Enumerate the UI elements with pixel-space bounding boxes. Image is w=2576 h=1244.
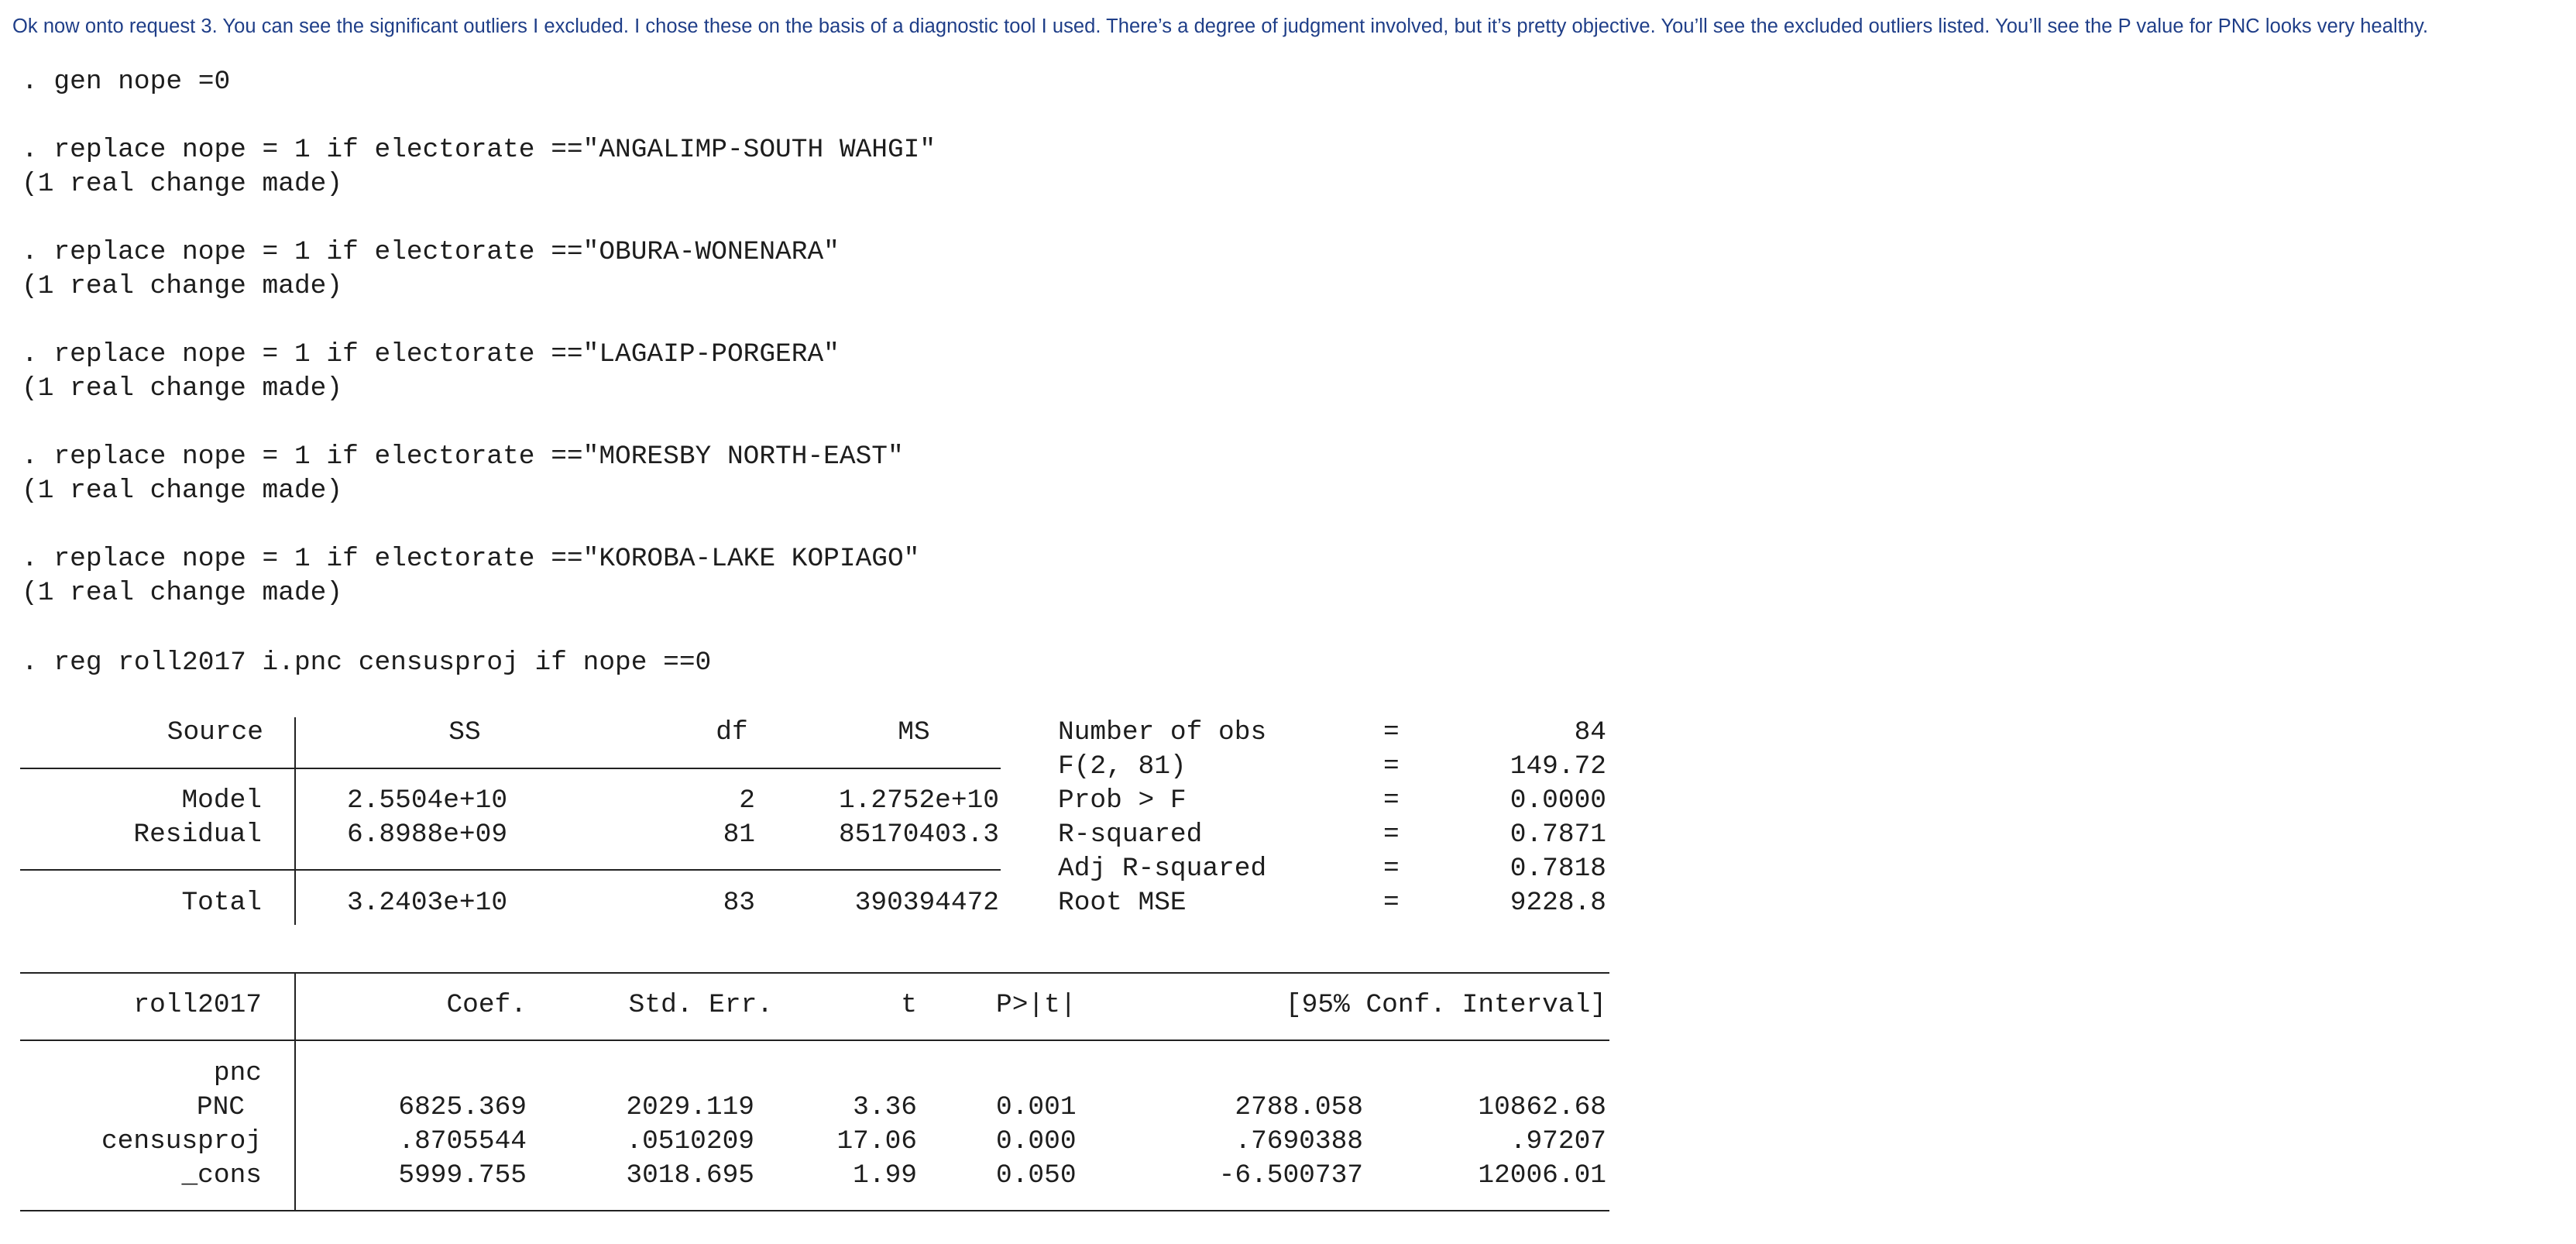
command-output: (1 real change made): [22, 476, 343, 506]
anova-row-ms: 85170403.3: [838, 820, 999, 850]
coef-header-se: Std. Err.: [628, 990, 773, 1020]
anova-row-ss: 3.2403e+10: [347, 888, 508, 918]
coef-separator: [294, 973, 296, 1211]
stat-label: Number of obs: [1058, 717, 1267, 747]
coef-row-t: 3.36: [853, 1092, 917, 1122]
stat-equals: =: [1383, 820, 1400, 850]
stat-equals: =: [1383, 785, 1400, 816]
command-replace: . replace nope = 1 if electorate =="ANGALIMP-SOUTH WAHGI": [22, 135, 936, 165]
anova-row-source: Total: [181, 888, 262, 918]
anova-header-ss: SS: [448, 717, 481, 747]
coef-row-t: 17.06: [836, 1126, 917, 1156]
command-regress: . reg roll2017 i.pnc censusproj if nope ==0: [22, 648, 712, 678]
stat-value: 9228.8: [1510, 888, 1606, 918]
command-replace: . replace nope = 1 if electorate =="KOROBA-LAKE KOPIAGO": [22, 544, 920, 574]
coef-row-ci-upper: 12006.01: [1478, 1160, 1606, 1191]
coef-header-ci: [95% Conf. Interval]: [1285, 990, 1606, 1020]
coef-header-coef: Coef.: [446, 990, 527, 1020]
command-gen: . gen nope =0: [22, 67, 231, 97]
stat-value: 0.7818: [1510, 854, 1606, 884]
coef-row-ci-upper: .97207: [1510, 1126, 1606, 1156]
coef-row-se: 2029.119: [626, 1092, 754, 1122]
coef-row-ci-upper: 10862.68: [1478, 1092, 1606, 1122]
anova-row-df: 83: [723, 888, 755, 918]
message-caption: Ok now onto request 3. You can see the significant outliers I excluded. I chose these on the basis of a diagnostic tool I used. There’s a degree of judgment involved, but it’s pretty objective. You’ll see the excluded outliers listed. You’ll see the P value for PNC looks very healthy.: [12, 15, 2429, 37]
coef-header-t: t: [901, 990, 917, 1020]
anova-row-ss: 2.5504e+10: [347, 785, 508, 816]
anova-row-source: Residual: [133, 820, 262, 850]
coef-row-ci-lower: .7690388: [1235, 1126, 1363, 1156]
stat-label: Prob > F: [1058, 785, 1187, 816]
coef-group-label: pnc: [213, 1058, 262, 1088]
anova-separator: [294, 717, 296, 925]
anova-rule: [20, 768, 1001, 769]
coef-header-var: roll2017: [133, 990, 262, 1020]
coef-row-coef: 5999.755: [398, 1160, 527, 1191]
stat-label: F(2, 81): [1058, 751, 1187, 782]
anova-row-df: 2: [739, 785, 755, 816]
coef-row-ci-lower: -6.500737: [1218, 1160, 1363, 1191]
anova-row-ms: 1.2752e+10: [838, 785, 999, 816]
command-output: (1 real change made): [22, 578, 343, 608]
coef-row-coef: .8705544: [398, 1126, 527, 1156]
anova-header-ms: MS: [898, 717, 930, 747]
anova-row-ms: 390394472: [854, 888, 999, 918]
coef-row-se: .0510209: [626, 1126, 754, 1156]
anova-header-df: df: [716, 717, 748, 747]
command-output: (1 real change made): [22, 373, 343, 404]
stat-equals: =: [1383, 717, 1400, 747]
anova-header-source: Source: [167, 717, 263, 747]
stat-label: Adj R-squared: [1058, 854, 1267, 884]
command-replace: . replace nope = 1 if electorate =="OBURA-WONENARA": [22, 237, 840, 267]
coef-row-var: PNC: [196, 1092, 245, 1122]
stat-label: R-squared: [1058, 820, 1203, 850]
coef-row-se: 3018.695: [626, 1160, 754, 1191]
stat-label: Root MSE: [1058, 888, 1187, 918]
stat-value: 84: [1574, 717, 1606, 747]
stat-value: 149.72: [1510, 751, 1606, 782]
stat-value: 0.0000: [1510, 785, 1606, 816]
anova-rule: [20, 869, 1001, 871]
coef-row-p: 0.001: [996, 1092, 1077, 1122]
coef-row-var: censusproj: [101, 1126, 262, 1156]
coef-row-p: 0.000: [996, 1126, 1077, 1156]
coef-rule: [20, 1210, 1609, 1211]
command-output: (1 real change made): [22, 271, 343, 301]
coef-row-ci-lower: 2788.058: [1235, 1092, 1363, 1122]
coef-rule: [20, 972, 1609, 974]
command-output: (1 real change made): [22, 169, 343, 199]
command-replace: . replace nope = 1 if electorate =="LAGAIP-PORGERA": [22, 339, 840, 369]
coef-row-var: _cons: [181, 1160, 262, 1191]
stat-equals: =: [1383, 751, 1400, 782]
anova-row-ss: 6.8988e+09: [347, 820, 508, 850]
stat-equals: =: [1383, 854, 1400, 884]
anova-row-df: 81: [723, 820, 755, 850]
stat-equals: =: [1383, 888, 1400, 918]
coef-header-p: P>|t|: [996, 990, 1077, 1020]
coef-row-t: 1.99: [853, 1160, 917, 1191]
command-replace: . replace nope = 1 if electorate =="MORESBY NORTH-EAST": [22, 442, 904, 472]
stat-value: 0.7871: [1510, 820, 1606, 850]
coef-row-coef: 6825.369: [398, 1092, 527, 1122]
coef-row-p: 0.050: [996, 1160, 1077, 1191]
anova-row-source: Model: [181, 785, 262, 816]
coef-rule: [20, 1040, 1609, 1041]
